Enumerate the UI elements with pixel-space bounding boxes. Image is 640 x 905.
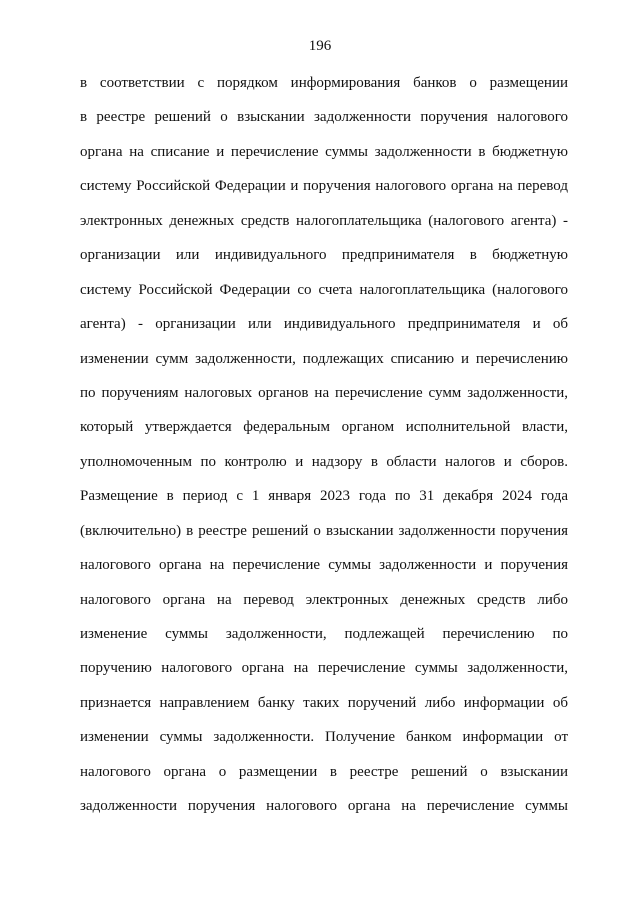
- text-line: по поручениям налоговых органов на перечисление сумм задолженности,: [80, 384, 568, 401]
- body-text: [80, 73, 568, 831]
- text-line: систему Российской Федерации и поручения налогового органа на перевод: [80, 178, 568, 195]
- text-line: организации или индивидуального предпринимателя в бюджетную: [80, 247, 568, 264]
- text-line: уполномоченным по контролю и надзору в области налогов и сборов.: [80, 453, 568, 470]
- text-line: налогового органа о размещении в реестре решений о взыскании: [80, 763, 568, 780]
- text-line: электронных денежных средств налогоплательщика (налогового агента) -: [80, 212, 568, 229]
- text-line: органа на списание и перечисление суммы задолженности в бюджетную: [80, 143, 568, 160]
- text-line: налогового органа на перевод электронных денежных средств либо: [80, 591, 568, 608]
- text-line: изменении сумм задолженности, подлежащих списанию и перечислению: [80, 350, 568, 367]
- text-line: Размещение в период с 1 января 2023 года по 31 декабря 2024 года: [80, 488, 568, 505]
- text-line: изменение суммы задолженности, подлежащей перечислению по: [80, 626, 568, 642]
- text-line: налогового органа на перечисление суммы задолженности и поручения: [80, 557, 568, 574]
- text-line: в соответствии с порядком информирования банков о размещении: [80, 75, 568, 91]
- text-line: задолженности поручения налогового органа на перечисление суммы: [80, 798, 568, 815]
- text-line: который утверждается федеральным органом исполнительной власти,: [80, 419, 568, 436]
- text-line: в реестре решений о взыскании задолженности поручения налогового: [80, 109, 568, 126]
- text-line: изменении суммы задолженности. Получение банком информации от: [80, 729, 568, 746]
- text-line: признается направлением банку таких поручений либо информации об: [80, 694, 568, 711]
- page-number: 196: [308, 38, 332, 54]
- text-line: поручению налогового органа на перечисление суммы задолженности,: [80, 660, 568, 677]
- text-line: агента) - организации или индивидуального предпринимателя и об: [80, 316, 568, 333]
- text-line: систему Российской Федерации со счета налогоплательщика (налогового: [80, 281, 568, 298]
- text-line: (включительно) в реестре решений о взыскании задолженности поручения: [80, 522, 568, 539]
